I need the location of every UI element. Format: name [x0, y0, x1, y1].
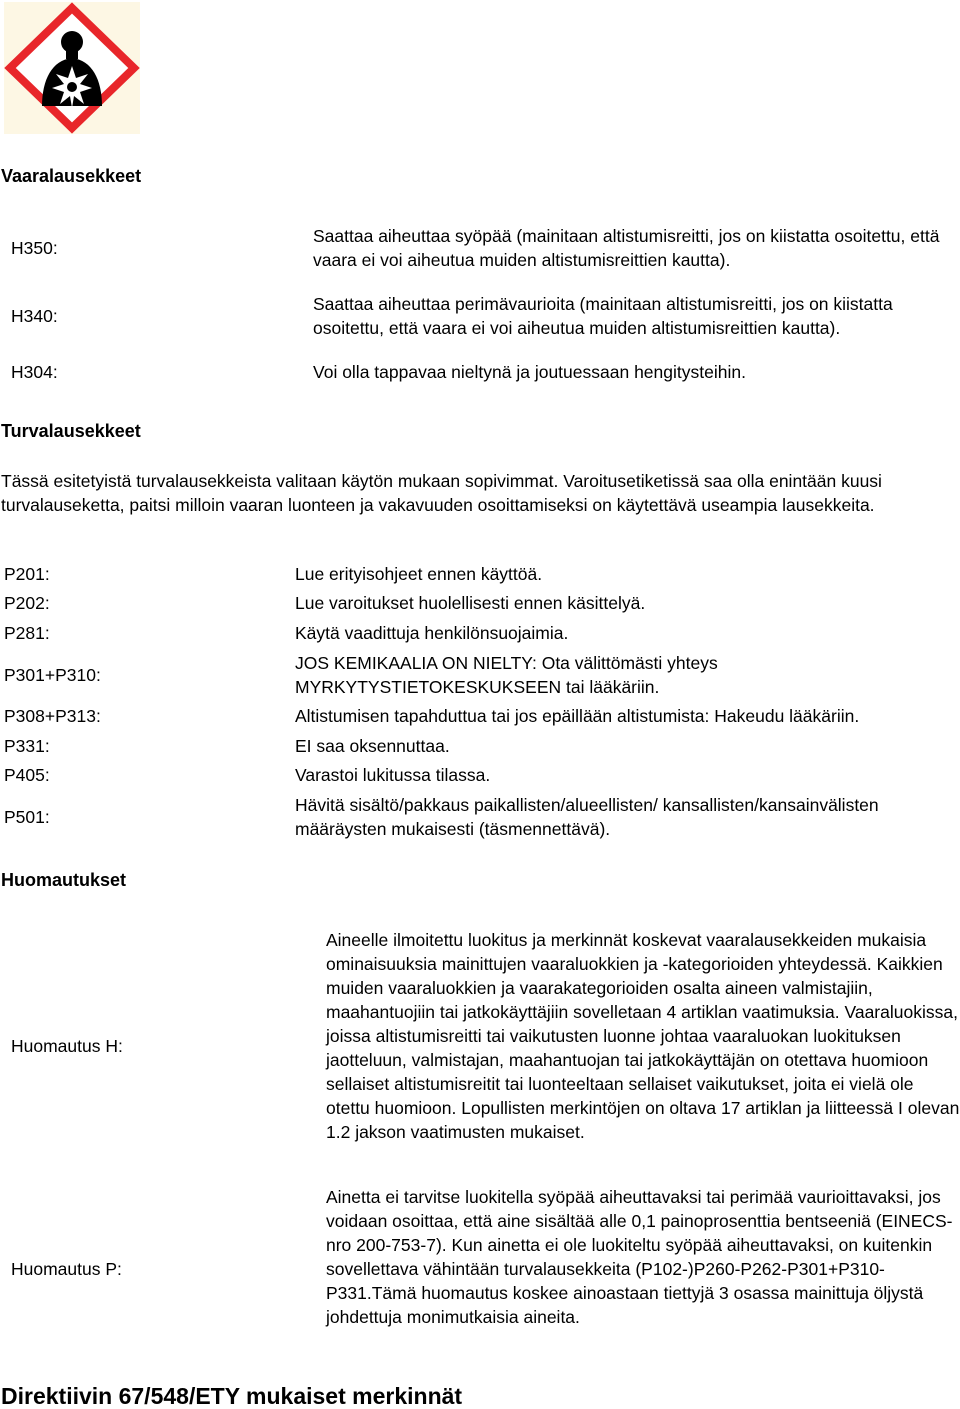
precaution-code: P331:: [4, 736, 50, 756]
note-text: Ainetta ei tarvitse luokitella syöpää aiheuttavaksi tai perimää vaurioittavaksi, jos voidaan osoittaa, että aine sisältää alle 0,1 painoprosenttia bentseeniä (EINECS-nro 200-753-7). Kun ainetta ei ole luokiteltu syöpää aiheuttavaksi, on kuitenkin sovellettava vähintään turvalausekkeita (P102-)P260-P262-P301+P310-P331.Tämä huomautus koskee ainoastaan tiettyjä 3 osassa mainittuja öljystä johdettuja monimutkaisia aineita.: [326, 1187, 953, 1327]
precaution-statement: EI saa oksennuttaa.: [295, 736, 450, 756]
hazard-section-title: Vaaralausekkeet: [1, 166, 142, 186]
precaution-code: P308+P313:: [4, 706, 101, 726]
note-label: Huomautus H:: [11, 1036, 123, 1056]
precaution-code: P301+P310:: [4, 665, 101, 685]
precaution-statement: Varastoi lukitussa tilassa.: [295, 765, 491, 785]
hazard-code: H340:: [11, 306, 58, 326]
precaution-statement: Käytä vaadittuja henkilönsuojaimia.: [295, 623, 569, 643]
hazard-statement: Saattaa aiheuttaa perimävaurioita (mainitaan altistumisreitti, jos on kiistatta osoitettu, että vaara ei voi aiheutua muiden altistumisreittien kautta).: [313, 294, 893, 338]
health-hazard-icon: [4, 2, 140, 134]
hazard-statement: Voi olla tappavaa nieltynä ja joutuessaan hengitysteihin.: [313, 362, 746, 382]
precaution-statement: Lue varoitukset huolellisesti ennen käsittelyä.: [295, 593, 646, 613]
precaution-statement: JOS KEMIKAALIA ON NIELTY: Ota välittömästi yhteys MYRKYTYSTIETOKESKUKSEEN tai lääkäriin.: [295, 653, 718, 697]
precaution-statement: Altistumisen tapahduttua tai jos epäillään altistumista: Hakeudu lääkäriin.: [295, 706, 860, 726]
precaution-intro: Tässä esitetyistä turvalausekkeista valitaan käytön mukaan sopivimmat. Varoitusetiketissä saa olla enintään kuusi turvalauseketta, paitsi milloin vaaran luonteen ja vakavuuden osoittamiseksi on käytettävä useampia lausekkeita.: [1, 471, 882, 515]
precaution-code: P202:: [4, 593, 50, 613]
precaution-statement: Lue erityisohjeet ennen käyttöä.: [295, 564, 543, 584]
ghs-pictogram: [4, 2, 140, 134]
precaution-code: P501:: [4, 807, 50, 827]
precaution-code: P405:: [4, 765, 50, 785]
precaution-section-title: Turvalausekkeet: [1, 421, 141, 441]
note-text: Aineelle ilmoitettu luokitus ja merkinnät koskevat vaaralausekkeiden mukaisia ominaisuuksia mainittujen vaaraluokkien ja -kategorioiden yhteydessä. Kaikkien muiden vaaraluokkien ja vaarakategorioiden osalta aineen valmistajiin, maahantuojiin tai jatkokäyttäjiin sovelletaan 4 artiklan vaatimuksia. Vaaraluokissa, joissa altistumisreitti tai vaikutusten luonne johtaa vaaraluokan luokituksen jaotteluun, valmistajan, maahantuojan tai jatkokäyttäjän on otettava huomioon sellaiset altistumisreitit tai luonteeltaan sellaiset vaikutukset, joita ei vielä ole otettu huomioon. Lopullisten merkintöjen on oltava 17 artiklan ja liitteessä I olevan 1.2 jakson vaatimusten mukaiset.: [326, 930, 960, 1142]
hazard-code: H304:: [11, 362, 58, 382]
note-label: Huomautus P:: [11, 1259, 122, 1279]
directive-heading: Direktiivin 67/548/ETY mukaiset merkinnät: [1, 1383, 463, 1409]
precaution-code: P281:: [4, 623, 50, 643]
hazard-code: H350:: [11, 238, 58, 258]
hazard-statement: Saattaa aiheuttaa syöpää (mainitaan altistumisreitti, jos on kiistatta osoitettu, että vaara ei voi aiheutua muiden altistumisreittien kautta).: [313, 226, 940, 270]
precaution-statement: Hävitä sisältö/pakkaus paikallisten/alueellisten/ kansallisten/kansainvälisten määräysten mukaisesti (täsmennettävä).: [295, 795, 879, 839]
notes-section-title: Huomautukset: [1, 870, 127, 890]
precaution-code: P201:: [4, 564, 50, 584]
